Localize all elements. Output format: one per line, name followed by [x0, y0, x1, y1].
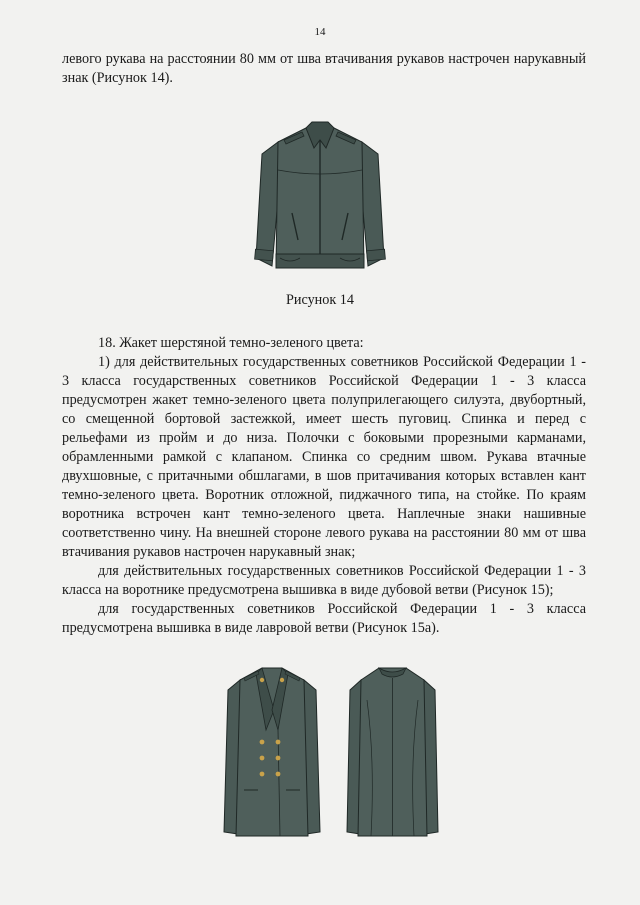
figure-15-jacket-front — [222, 660, 322, 840]
figure-14-jacket — [250, 118, 390, 278]
intro-paragraph: левого рукава на расстоянии 80 мм от шва втачивания рукавов настрочен нарукавный знак (Рисунок 14). — [62, 51, 586, 86]
item-18-para-3: для государственных советников Российской Федерации 1 - 3 класса предусмотрена вышивка в виде лавровой ветви (Рисунок 15а). — [62, 601, 586, 636]
item-18-heading: 18. Жакет шерстяной темно-зеленого цвета: — [98, 335, 364, 351]
item-18-para-2: для действительных государственных советников Российской Федерации 1 - 3 класса на воротнике предусмотрена вышивка в виде дубовой ветви (Рисунок 15); — [62, 563, 586, 598]
item-18-section — [62, 334, 586, 638]
jacket-zip-illustration — [255, 122, 386, 268]
item-18-sub-1: 1) для действительных государственных советников Российской Федерации 1 - 3 класса государственных советников Российской Федерации 1 - 3 класса предусмотрен жакет темно-зеленого цвета полуприлегающего силуэта, двубортный, со смещенной бортовой застежкой, имеет шесть пуговиц. Спинка и перед с рельефами из пройм и до низа. Полочки с боковыми прорезными карманами, обрамленными рамкой с клапаном. Спинка со средним швом. Рукава втачные двухшовные, с притачными обшлагами, в шов притачивания которых вставлен кант темно-зеленого цвета. Воротник отложной, пиджачного типа, на стойке. По краям воротника встрочен кант темно-зеленого цвета. Наплечные знаки нашивные соответственно чину. На внешней стороне левого рукава на расстоянии 80 мм от шва втачивания рукавов настрочен нарукавный знак; — [62, 354, 586, 560]
figure-15-jacket-back — [345, 660, 440, 840]
page-number: 14 — [314, 26, 326, 38]
figure-14-caption: Рисунок 14 — [285, 292, 354, 308]
